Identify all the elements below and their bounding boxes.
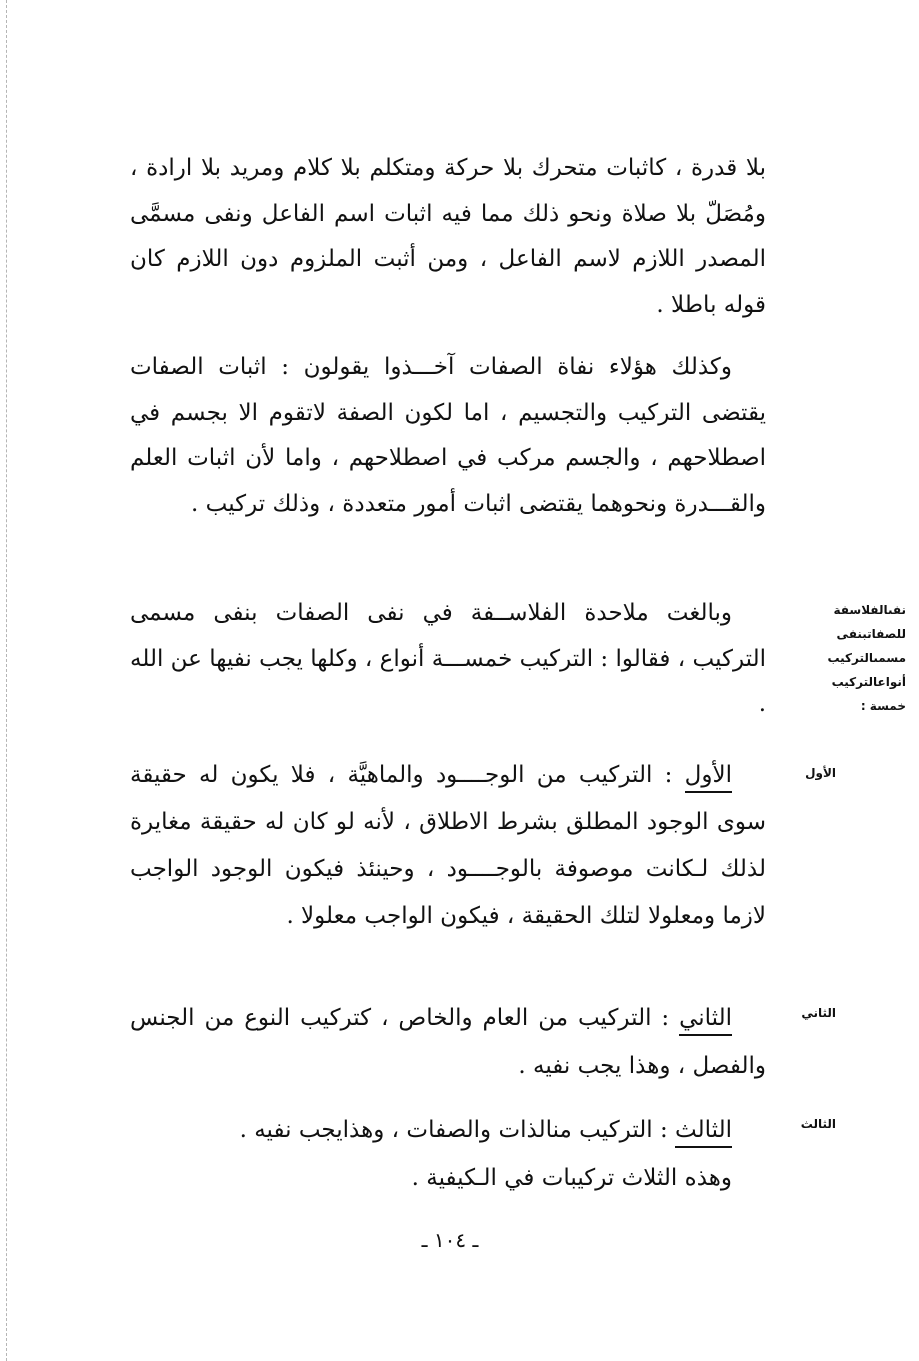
item-second-text <box>130 994 766 1090</box>
margin-note-second <box>790 1006 836 1020</box>
item-third-lead: الثالث <box>675 1117 732 1148</box>
item-second-body: : التركيب من العام والخاص ، كتركيب النوع من الجنس والفصل ، وهذا يجب نفيه . <box>130 1005 766 1079</box>
paragraph-3-text: وبالغت ملاحدة الفلاســفة في نفى الصفات بنفى مسمى التركيب ، فقالوا : التركيب خمســـة أنواع ، وكلها يجب نفيها عن الله . <box>130 600 766 717</box>
margin-note-line: نفىالفلاسفة <box>833 603 906 617</box>
margin-note-philosophers <box>790 598 906 718</box>
item-first <box>130 752 766 940</box>
page-number: ـ ١٠٤ ـ <box>421 1228 479 1252</box>
margin-note-line: أنواعالتركيب <box>831 675 906 689</box>
paragraph-last: وهذه الثلاث تركيبات في الـكيفية . <box>411 1165 732 1191</box>
paragraph-2 <box>130 345 766 527</box>
margin-note-first <box>790 766 836 780</box>
item-second <box>130 994 766 1090</box>
margin-note-third <box>790 1117 836 1131</box>
item-second-lead: الثاني <box>679 1005 732 1036</box>
item-third-text <box>130 1106 766 1154</box>
item-third-body: : التركيب منالذات والصفات ، وهذايجب نفيه . <box>239 1117 676 1143</box>
item-first-text <box>130 752 766 940</box>
paragraph-2-text: وكذلك هؤلاء نفاة الصفات آخـــذوا يقولون : اثبات الصفات يقتضى التركيب والتجسيم ، اما لكون الصفة لاتقوم الا بجسم في اصطلاحهم ، والجسم مركب في اصطلاحهم ، واما لأن اثبات العلم والقـــدرة ونحوهما يقتضى اثبات أمور متعددة ، وذلك تركيب . <box>130 354 766 517</box>
paragraph-1-text: بلا قدرة ، كاثبات متحرك بلا حركة ومتكلم بلا كلام ومريد بلا ارادة ، ومُصَلّ بلا صلاة ونحو ذلك مما فيه اثبات اسم الفاعل ونفى مسمَّى المصدر اللازم لاسم الفاعل ، ومن أثبت الملزوم دون اللازم كان قوله باطلا . <box>130 155 766 318</box>
item-third <box>130 1106 766 1202</box>
margin-note-line: مسمىالتركيب <box>827 651 906 665</box>
margin-note-second-label: الثاني <box>801 1006 836 1020</box>
page-edge-line <box>6 0 7 1361</box>
item-first-lead: الأول <box>685 762 732 793</box>
margin-note-first-label: الأول <box>805 766 836 780</box>
item-first-body: : التركيب من الوجــــود والماهيَّة ، فلا يكون له حقيقة سوى الوجود المطلق بشرط الاطلاق ، لأنه لو كان له حقيقة مغايرة لذلك لـكانت موصوفة بالوجــــود ، وحينئذ فيكون الوجود الواجب لازما ومعلولا لتلك الحقيقة ، فيكون الواجب معلولا . <box>130 762 766 929</box>
margin-note-line: للصفاتبنفى <box>836 627 906 641</box>
margin-note-line: خمسة : <box>860 699 906 713</box>
paragraph-3 <box>130 591 766 728</box>
margin-note-third-label: الثالث <box>800 1117 836 1131</box>
paragraph-1 <box>130 146 766 328</box>
